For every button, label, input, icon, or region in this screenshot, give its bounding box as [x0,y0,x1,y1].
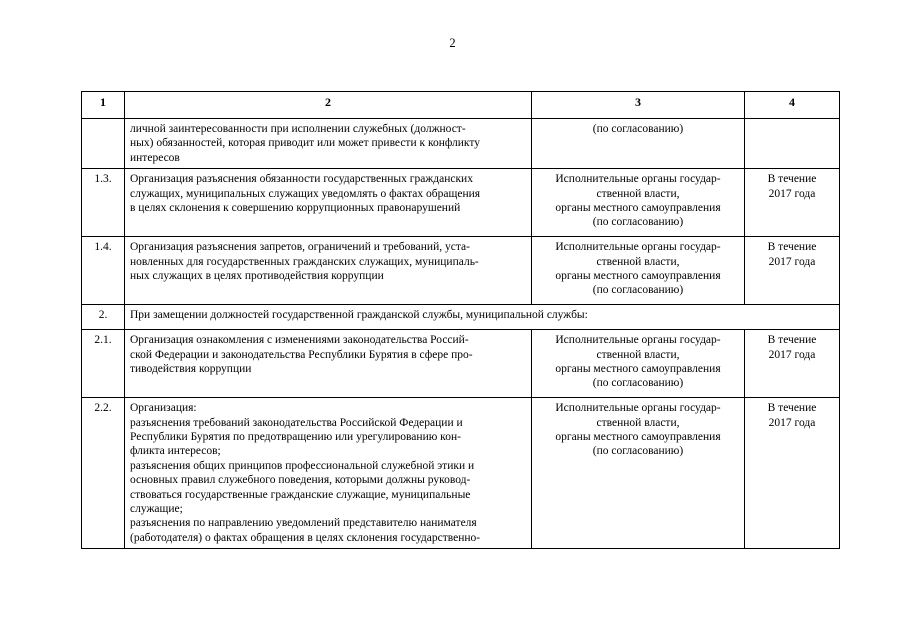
term-text: В течение 2017 года [767,334,817,361]
measure-line: личной заинтересованности при исполнении служебных (должност- [130,123,466,135]
measure-line: Организация: [130,402,197,415]
measure-line: ской Федерации и законодательства Республики Бурятия в сфере про- [130,348,473,361]
measure-text [125,119,532,169]
executor [532,237,745,305]
measure-line: ных) обязанностей, которая приводит или может привести к конфликту [130,137,480,150]
table-row [82,237,840,305]
row-number: 2.1. [82,330,125,398]
measure-line: ных служащих в целях противодействия коррупции [130,270,384,283]
term [745,237,840,305]
row-number: 2. [82,305,125,330]
term-text: В течение 2017 года [767,241,817,268]
measure-line: ствоваться государственные гражданские служащие, муниципальные [130,488,471,501]
executor-line: Исполнительные органы государ- [555,241,721,254]
col-header-number: 1 [82,92,125,119]
section-title: При замещении должностей государственной гражданской службы, муниципальной службы: [125,305,840,330]
measure-text [125,330,532,398]
measure-line: тиводействия коррупции [130,363,252,376]
measure-line: разъяснения требований законодательства Российской Федерации и [130,416,463,429]
table-row [82,169,840,237]
table-row [82,398,840,549]
executor-line: органы местного самоуправления [555,202,721,215]
executor-line: (по согласованию) [592,377,684,390]
term [745,119,840,169]
measure-line: разъяснения по направлению уведомлений представителю нанимателя [130,517,477,530]
measure-line: в целях склонения к совершению коррупционных правонарушений [130,202,461,215]
measure-line: Организация разъяснения обязанности государственных гражданских [130,173,473,186]
section-row [82,305,840,330]
executor-line: (по согласованию) [592,123,684,135]
measure-line: фликта интересов; [130,445,221,458]
measure-line: (работодателя) о фактах обращения в целях склонения государственно- [130,531,481,544]
executor-line: Исполнительные органы государ- [555,402,721,415]
executor-line: ственной власти, [596,187,680,200]
executor [532,330,745,398]
measures-table [81,91,840,549]
measure-line: служащих, муниципальных служащих уведомлять о фактах обращения [130,187,481,200]
measure-text [125,398,532,549]
col-header-measure: 2 [125,92,532,119]
executor-line: ственной власти, [596,255,680,268]
executor [532,169,745,237]
col-header-executor: 3 [532,92,745,119]
term [745,169,840,237]
term [745,398,840,549]
row-number: 2.2. [82,398,125,549]
term-text: В течение 2017 года [767,402,817,429]
row-number: 1.3. [82,169,125,237]
measure-line: Организация разъяснения запретов, ограничений и требований, уста- [130,241,470,254]
executor-line: (по согласованию) [592,216,684,229]
executor-line: Исполнительные органы государ- [555,334,721,347]
executor-line: органы местного самоуправления [555,363,721,376]
measure-line: новленных для государственных гражданских служащих, муниципаль- [130,255,479,268]
term-text: В течение 2017 года [767,173,817,200]
table-row [82,330,840,398]
measure-line: разъяснения общих принципов профессиональной служебной этики и [130,459,475,472]
executor-line: Исполнительные органы государ- [555,173,721,186]
measure-line: служащие; [130,503,183,516]
measure-text [125,237,532,305]
measure-text [125,169,532,237]
executor [532,119,745,169]
table-row [82,119,840,169]
measure-line: Организация ознакомления с изменениями законодательства Россий- [130,334,469,347]
executor-line: (по согласованию) [592,445,684,458]
measure-line: Республики Бурятия по предотвращению или урегулированию кон- [130,431,461,444]
term [745,330,840,398]
measure-line: основных правил служебного поведения, которыми должны руковод- [130,474,471,487]
row-number: 1.4. [82,237,125,305]
executor-line: органы местного самоуправления [555,431,721,444]
executor [532,398,745,549]
col-header-term: 4 [745,92,840,119]
executor-line: (по согласованию) [592,284,684,297]
executor-line: органы местного самоуправления [555,270,721,283]
row-number [82,119,125,169]
executor-line: ственной власти, [596,348,680,361]
header-row [82,92,840,119]
executor-line: ственной власти, [596,416,680,429]
measure-line: интересов [130,151,180,164]
page-number: 2 [449,36,456,50]
